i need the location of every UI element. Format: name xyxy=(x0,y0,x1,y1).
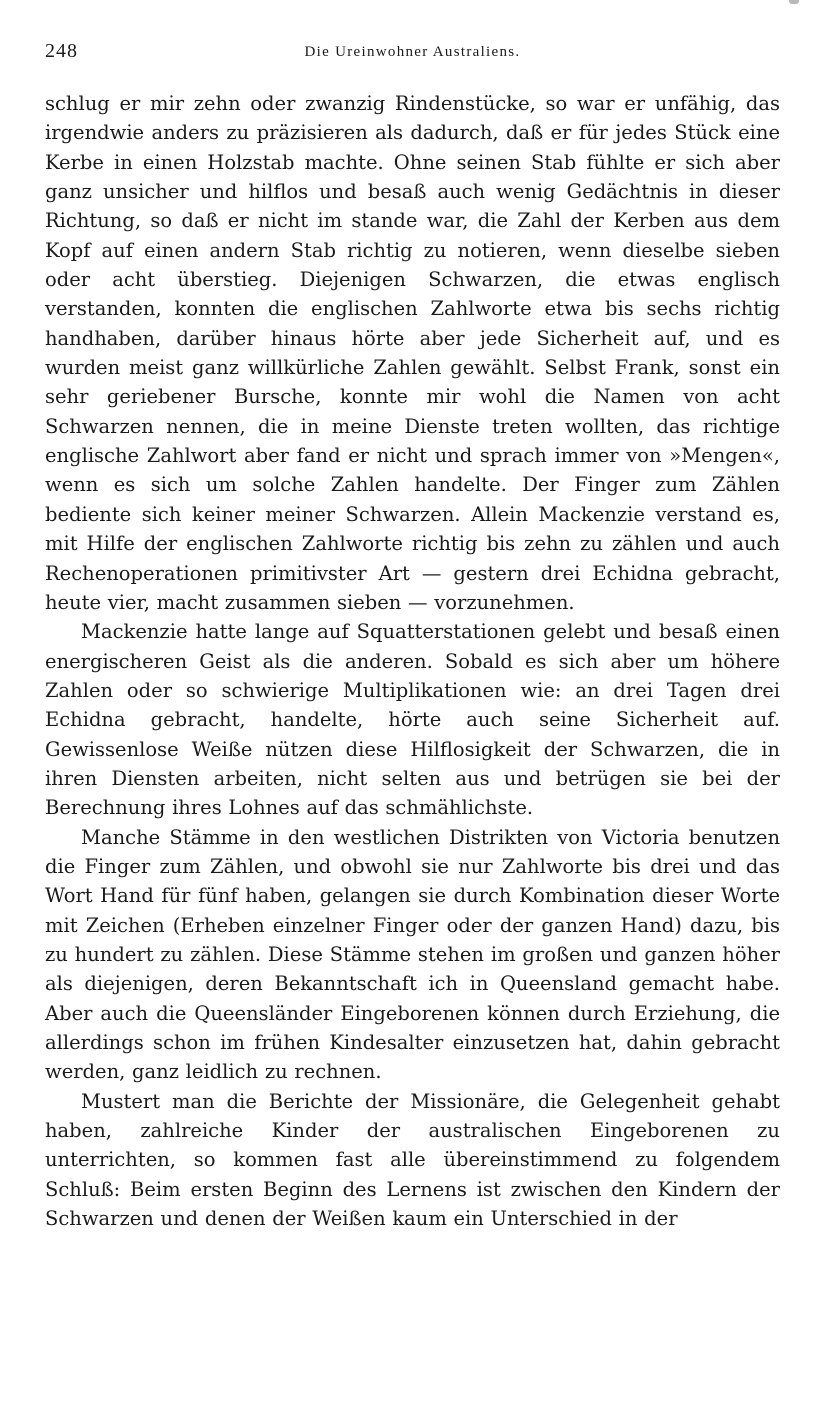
paragraph: Mackenzie hatte lange auf Squatterstationen gelebt und besaß einen energischeren Geist als die anderen. Sobald es sich aber um höhere Zahlen oder so schwierige Multiplikationen wie: an drei Tagen drei Echidna gebracht, handelte, hörte auch seine Sicherheit auf. Gewissenlose Weiße nützen diese Hilflosigkeit der Schwarzen, die in ihren Diensten arbeiten, nicht selten aus und betrügen sie bei der Berechnung ihres Lohnes auf das schmählichste. xyxy=(45,620,780,820)
body-text xyxy=(45,89,780,1233)
running-title: Die Ureinwohner Australiens. xyxy=(304,44,521,60)
scan-artifact xyxy=(789,0,799,4)
paragraph: Manche Stämme in den westlichen Distrikten von Victoria benutzen die Finger zum Zählen, und obwohl sie nur Zahlworte bis drei und das Wort Hand für fünf haben, gelangen sie durch Kombination dieser Worte mit Zeichen (Erheben einzelner Finger oder der ganzen Hand) dazu, bis zu hundert zu zählen. Diese Stämme stehen im großen und ganzen höher als diejenigen, deren Bekanntschaft ich in Queensland gemacht habe. Aber auch die Queensländer Eingeborenen können durch Erziehung, die allerdings schon im frühen Kindesalter einzusetzen hat, dahin gebracht werden, ganz leidlich zu rechnen. xyxy=(45,825,780,1084)
paragraph-continued: schlug er mir zehn oder zwanzig Rindenstücke, so war er unfähig, das irgendwie anders zu präzisieren als dadurch, daß er für jedes Stück eine Kerbe in einen Holzstab machte. Ohne seinen Stab fühlte er sich aber ganz unsicher und hilflos und besaß auch wenig Gedächtnis in dieser Richtung, so daß er nicht im stande war, die Zahl der Kerben aus dem Kopf auf einen andern Stab richtig zu notieren, wenn dieselbe sieben oder acht überstieg. Diejenigen Schwarzen, die etwas englisch verstanden, konnten die englischen Zahlworte etwa bis sechs richtig handhaben, darüber hinaus hörte aber jede Sicherheit auf, und es wurden meist ganz willkürliche Zahlen gewählt. Selbst Frank, sonst ein sehr geriebener Bursche, konnte mir wohl die Namen von acht Schwarzen nennen, die in meine Dienste treten wollten, das richtige englische Zahlwort aber fand er nicht und sprach immer von »Mengen«, wenn es sich um solche Zahlen handelte. Der Finger zum Zählen bediente sich keiner meiner Schwarzen. Allein Mackenzie verstand es, mit Hilfe der englischen Zahlworte richtig bis zehn zu zählen und auch Rechenoperationen primitivster Art — gestern drei Echidna gebracht, heute vier, macht zusammen sieben — vorzunehmen. xyxy=(45,92,780,614)
paragraph: Mustert man die Berichte der Missionäre, die Gelegenheit gehabt haben, zahlreiche Kinder der australischen Eingeborenen zu unterrichten, so kommen fast alle übereinstimmend zu folgendem Schluß: Beim ersten Beginn des Lernens ist zwischen den Kindern der Schwarzen und denen der Weißen kaum ein Unterschied in der xyxy=(45,1089,780,1231)
page-number: 248 xyxy=(45,40,78,62)
page-header xyxy=(45,40,780,70)
